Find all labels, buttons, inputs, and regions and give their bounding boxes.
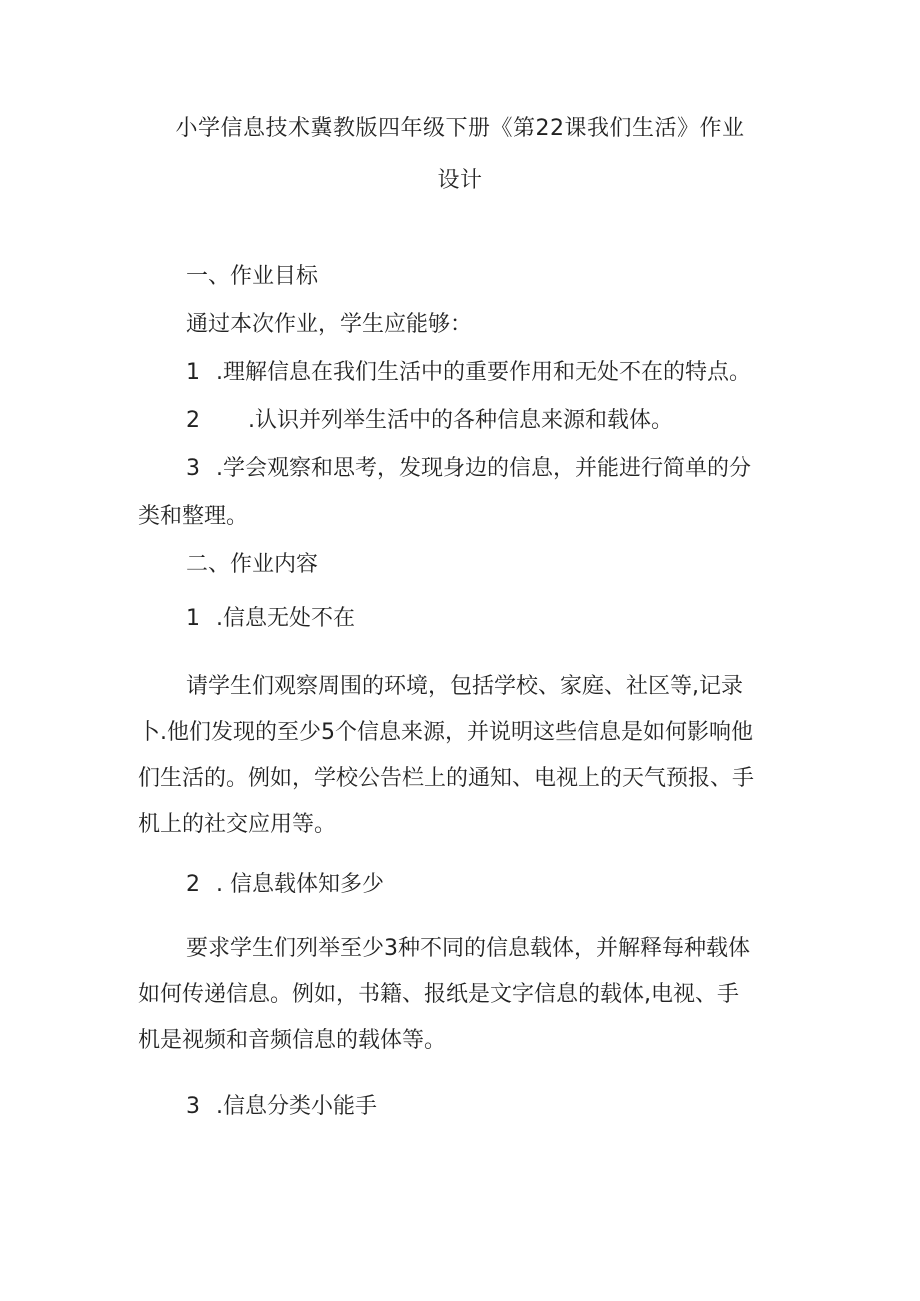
goal-text: .学会观察和思考，发现身边的信息，并能进行简单的分 — [216, 456, 751, 481]
goal-item — [186, 454, 846, 484]
task-paragraph-line: 机是视频和音频信息的载体等。 — [138, 1028, 447, 1053]
task-number: 3 — [186, 1094, 200, 1119]
goal-item — [186, 358, 846, 388]
task-title: .信息无处不在 — [216, 606, 355, 631]
task-paragraph-line: 如何传递信息。例如，书籍、报纸是文字信息的载体,电视、手 — [138, 982, 739, 1007]
goal-text-continued: 类和整理。 — [138, 504, 249, 529]
document-title: 小学信息技术冀教版四年级下册《第22课我们生活》作业 — [175, 116, 745, 141]
goal-text: .认识并列举生活中的各种信息来源和载体。 — [248, 408, 673, 433]
document-title-continued: 设计 — [437, 168, 483, 193]
goal-number: 2 — [186, 408, 200, 433]
task-number: 1 — [186, 606, 200, 631]
task-title: .信息分类小能手 — [216, 1094, 377, 1119]
task-heading — [186, 604, 846, 634]
task-title: . 信息载体知多少 — [216, 872, 384, 897]
goal-number: 3 — [186, 456, 200, 481]
task-paragraph-line: 卜.他们发现的至少5个信息来源，并说明这些信息是如何影响他 — [138, 720, 753, 745]
task-paragraph-line: 要求学生们列举至少3种不同的信息载体，并解释每种载体 — [186, 936, 750, 961]
task-heading — [186, 1092, 846, 1122]
section-heading-content: 二、作业内容 — [186, 552, 319, 577]
task-paragraph-line: 请学生们观察周围的环境，包括学校、家庭、社区等,记录 — [186, 674, 743, 699]
task-heading — [186, 870, 846, 900]
task-paragraph-line: 机上的社交应用等。 — [138, 812, 337, 837]
goals-intro: 通过本次作业，学生应能够： — [186, 312, 473, 337]
goal-text: .理解信息在我们生活中的重要作用和无处不在的特点。 — [216, 360, 751, 385]
goal-item — [186, 406, 846, 436]
goal-number: 1 — [186, 360, 200, 385]
task-number: 2 — [186, 872, 200, 897]
section-heading-goals: 一、作业目标 — [186, 264, 319, 289]
task-paragraph-line: 们生活的。例如，学校公告栏上的通知、电视上的天气预报、手 — [138, 766, 755, 791]
